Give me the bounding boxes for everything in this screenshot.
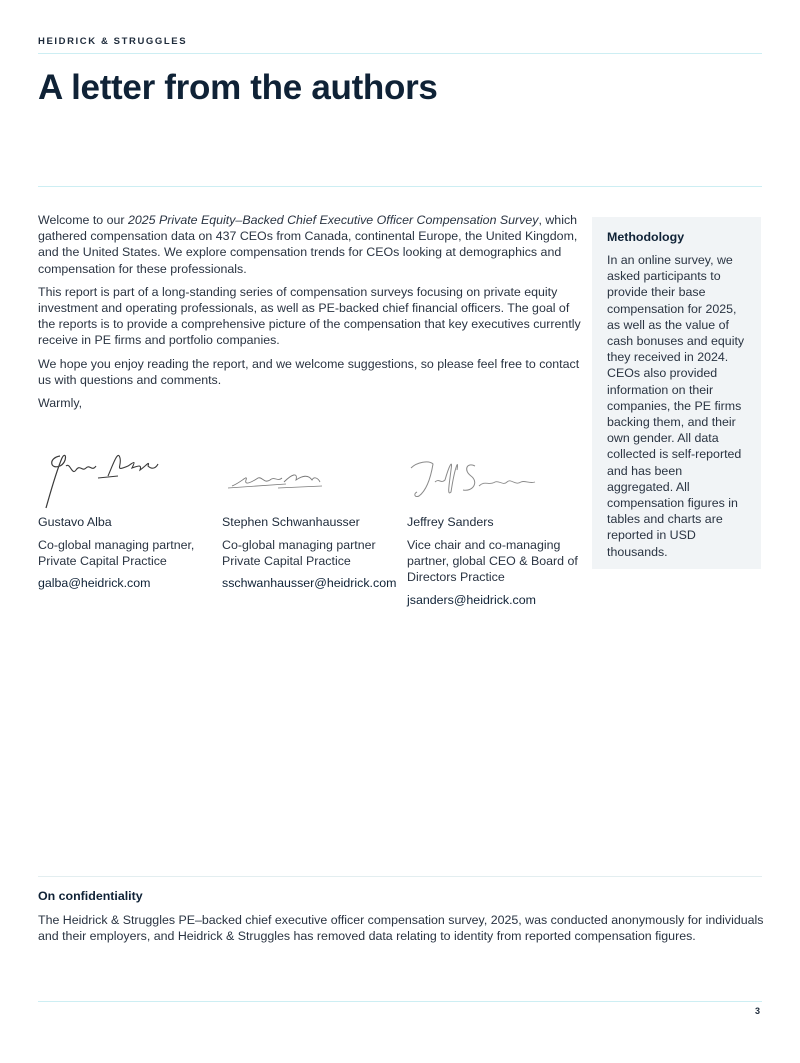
author-block [407,436,589,608]
page-number: 3 [755,1006,761,1016]
author-role: Co-global managing partner Private Capital Practice [222,538,376,569]
author-email[interactable]: jsanders@heidrick.com [407,592,536,607]
methodology-body: In an online survey, we asked participants to provide their base compensation for 2025, as well as the value of cash bonuses and equity they received in 2024. CEOs also provided information on their companies, the PE firms backing them, and their own gender. All data collected is self-reported and has been aggregated. All compensation figures in tables and charts are reported in USD thousands. [607,253,745,559]
confidentiality-title: On confidentiality [38,889,143,903]
brand-name: HEIDRICK & STRUGGLES [38,36,188,47]
survey-title: 2025 Private Equity–Backed Chief Executive Officer Compensation Survey [127,213,539,227]
author-name: Jeffrey Sanders [407,515,494,529]
signature-image [407,436,589,514]
intro-lead-text: Welcome to our [38,213,128,227]
footer-divider [38,1001,762,1002]
methodology-title: Methodology [607,230,685,244]
author-role: Vice chair and co-managing partner, global CEO & Board of Directors Practice [407,538,578,585]
header-divider [38,53,762,54]
author-name: Stephen Schwanhausser [222,515,360,529]
signature-image [38,436,220,514]
intro-paragraph-3: We hope you enjoy reading the report, and we welcome suggestions, so please feel free to contact us with questions and comments. [38,356,580,387]
title-divider [38,186,762,187]
intro-rest-text: , which gathered compensation data on 437 CEOs from Canada, continental Europe, the United Kingdom, and the United States. We explore compensation trends for CEOs looking at demographics and compensation for these professionals. [38,213,578,276]
author-email[interactable]: sschwanhausser@heidrick.com [222,576,397,591]
letter-body [38,212,583,418]
confidentiality-body: The Heidrick & Struggles PE–backed chief executive officer compensation survey, 2025, was conducted anonymously for individuals and their employers, and Heidrick & Struggles has removed data relating to identity from reported compensation figures. [38,913,764,944]
intro-paragraph-1 [38,212,583,277]
author-role: Co-global managing partner, Private Capital Practice [38,538,195,569]
methodology-sidebar [592,217,761,569]
author-signatures [38,436,598,616]
author-name: Gustavo Alba [38,515,112,529]
author-email[interactable]: galba@heidrick.com [38,576,151,591]
confidentiality-divider [38,876,762,877]
author-block [38,436,220,591]
page-title: A letter from the authors [38,68,438,107]
signature-image [222,436,404,514]
intro-paragraph-2: This report is part of a long-standing series of compensation surveys focusing on private equity investment and operating professionals, as well as PE-backed chief financial officers. The goal of the reports is to provide a comprehensive picture of the compensation that key executives currently receive in PE firms and portfolio companies. [38,284,581,348]
closing-salutation: Warmly, [38,396,83,411]
author-block [222,436,404,591]
